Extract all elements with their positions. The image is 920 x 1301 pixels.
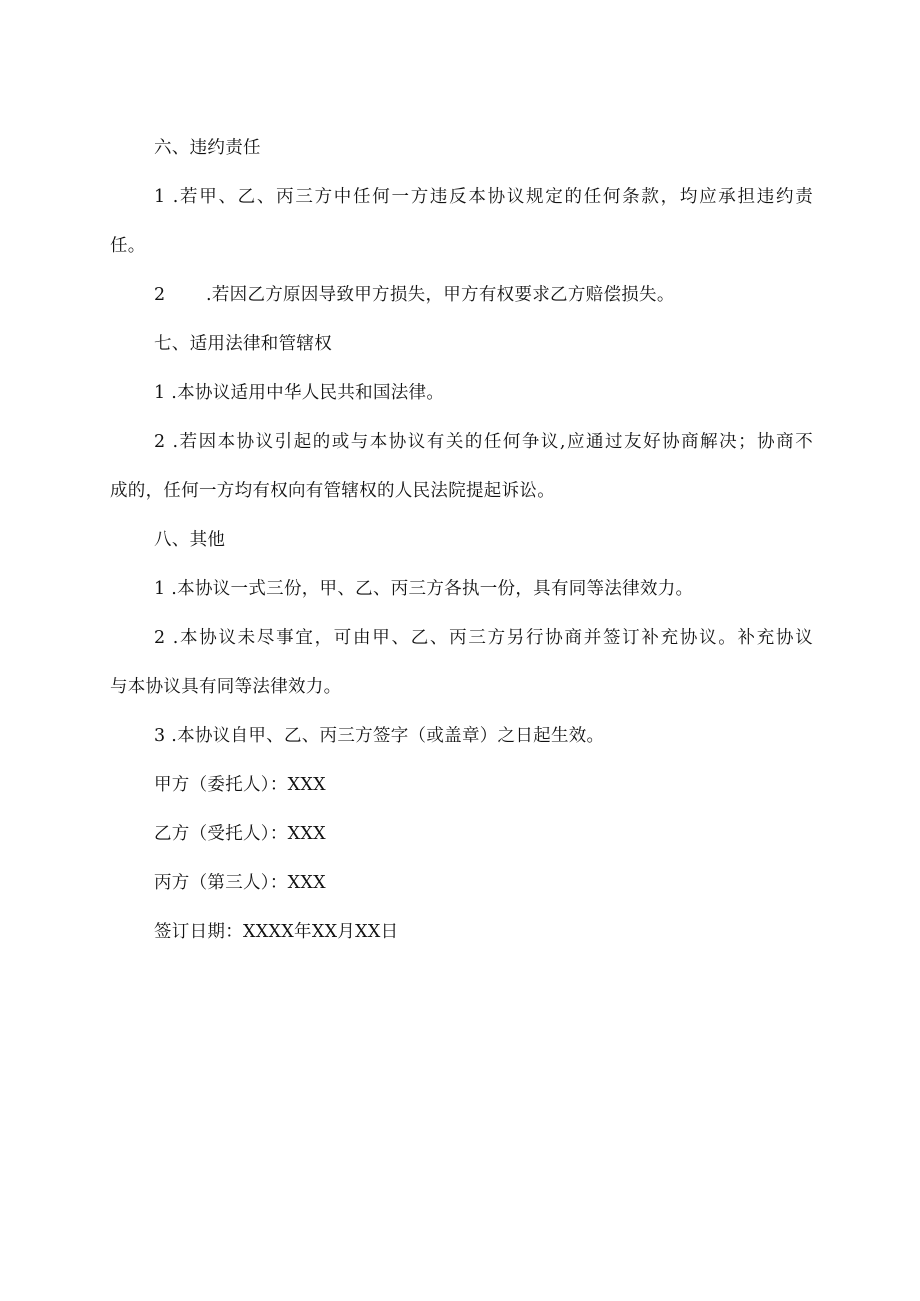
signing-date: 签订日期：XXXX年XX月XX日 (154, 922, 399, 942)
clause-8-3: 3 .本协议自甲、乙、丙三方签字（或盖章）之日起生效。 (154, 726, 605, 746)
clause-8-2-line-1: 2 .本协议未尽事宜，可由甲、乙、丙三方另行协商并签订补充协议。补充协议 (154, 628, 813, 648)
document-body (110, 124, 813, 957)
clause-6-1-line-2: 任。 (110, 236, 146, 256)
section-heading-governing-law: 七、适用法律和管辖权 (154, 334, 332, 354)
clause-6-2-number: 2 (154, 285, 166, 305)
section-heading-others: 八、其他 (154, 530, 226, 550)
signature-party-a: 甲方（委托人）：XXX (154, 775, 326, 795)
clause-7-2-line-1: 2 .若因本协议引起的或与本协议有关的任何争议,应通过友好协商解决；协商不 (154, 432, 813, 452)
clause-7-2-line-2: 成的，任何一方均有权向有管辖权的人民法院提起诉讼。 (110, 481, 555, 501)
clause-8-2-line-2: 与本协议具有同等法律效力。 (110, 677, 342, 697)
clause-8-1: 1 .本协议一式三份，甲、乙、丙三方各执一份，具有同等法律效力。 (154, 579, 694, 599)
clause-6-2-text: .若因乙方原因导致甲方损失，甲方有权要求乙方赔偿损失。 (206, 285, 675, 305)
clause-6-2 (110, 271, 813, 320)
clause-7-1: 1 .本协议适用中华人民共和国法律。 (154, 383, 445, 403)
section-heading-breach-liability: 六、违约责任 (154, 138, 261, 158)
clause-6-1-line-1: 1 .若甲、乙、丙三方中任何一方违反本协议规定的任何条款，均应承担违约责 (154, 187, 813, 207)
signature-party-c: 丙方（第三人）：XXX (154, 873, 326, 893)
signature-party-b: 乙方（受托人）：XXX (154, 824, 326, 844)
